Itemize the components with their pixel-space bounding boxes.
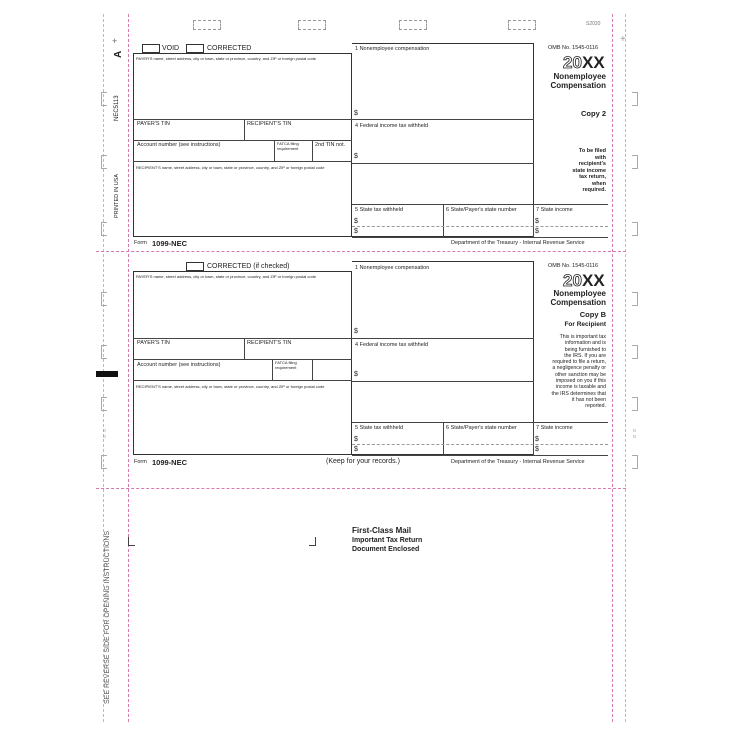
cut-mark <box>193 20 221 30</box>
filing-note: To be filed with recipient's state income tax return, when required. <box>572 148 606 193</box>
recipient-name-field[interactable] <box>134 389 351 453</box>
box1-amount-field[interactable] <box>362 100 532 118</box>
recipient-name-label: RECIPIENT'S name, street address, city or town, state or province, country, and ZIP or foreign postal code <box>136 165 325 170</box>
mail-notice-1: Important Tax Return <box>352 537 423 544</box>
tractor-mark <box>101 345 107 359</box>
printed-in-usa: PRINTED IN USA <box>114 173 120 218</box>
copy-designation: Copy B <box>579 310 606 319</box>
fold-guide-right <box>612 14 613 722</box>
box1-label: 1 Nonemployee compensation <box>355 46 430 52</box>
notice-text: This is important tax information and is being furnished to the IRS. If you are required to file a return, a negligence penalty or other sanction may be imposed on you if this income is taxable and the IRS determines that it has not been reported. <box>551 334 606 410</box>
stock-code: S2020 <box>586 21 601 27</box>
box5-dollar-2: $ <box>354 446 358 453</box>
copy-designation: Copy 2 <box>580 109 606 118</box>
fatca-label: FATCA filing requirement <box>277 141 299 151</box>
opening-instructions: SEE REVERSE SIDE FOR OPENING INSTRUCTIONS <box>104 530 111 704</box>
form-code: NEC5113 <box>114 95 120 121</box>
tractor-mark <box>632 222 638 236</box>
corrected-checkbox[interactable] <box>186 44 204 53</box>
corrected-label: CORRECTED <box>207 45 252 52</box>
payer-name-label: PAYER'S name, street address, city or town, state or province, country, and ZIP or foreign postal code <box>136 274 317 279</box>
title-line-2: Compensation <box>550 81 606 90</box>
omb-number: OMB No. 1545-0116 <box>548 45 599 51</box>
payer-name-field[interactable] <box>134 60 351 118</box>
fatca-label: FATCA filing requirement <box>275 360 297 370</box>
box1-label: 1 Nonemployee compensation <box>355 265 430 271</box>
box6-label: 6 State/Payer's state number <box>446 207 517 213</box>
cut-mark <box>399 20 427 30</box>
mail-class: First-Class Mail <box>352 526 412 535</box>
box5-dollar-2: $ <box>354 228 358 235</box>
tractor-mark <box>101 222 107 236</box>
payer-name-field[interactable] <box>134 278 351 336</box>
title-line-1: Nonemployee <box>553 72 606 81</box>
box5-label: 5 State tax withheld <box>355 207 404 213</box>
year-prefix: 20 <box>563 271 582 290</box>
box7-dollar: $ <box>535 436 539 443</box>
tractor-mark <box>101 397 107 411</box>
account-number-label: Account number (see instructions) <box>137 362 221 368</box>
hole-mark: o o <box>103 428 106 440</box>
tractor-mark <box>632 92 638 106</box>
payer-name-label: PAYER'S name, street address, city or town, state or province, country, and ZIP or foreign postal code <box>136 56 317 61</box>
form-number: 1099-NEC <box>152 458 188 467</box>
copy-letter: A <box>113 50 124 58</box>
keep-records: (Keep for your records.) <box>326 458 400 465</box>
copy-for: For Recipient <box>564 321 606 328</box>
registration-plus-icon: + <box>620 34 626 45</box>
cut-mark <box>508 20 536 30</box>
omb-number: OMB No. 1545-0116 <box>548 263 599 269</box>
box4-amount-field[interactable] <box>362 364 532 380</box>
box1-dollar: $ <box>354 328 358 335</box>
tear-line <box>96 251 626 252</box>
box4-dollar: $ <box>354 153 358 160</box>
recipient-tin-label: RECIPIENT'S TIN <box>247 121 292 127</box>
corrected-label: CORRECTED (if checked) <box>207 263 290 270</box>
box4-dollar: $ <box>354 371 358 378</box>
form-number: 1099-NEC <box>152 239 188 248</box>
payer-tin-label: PAYER'S TIN <box>137 121 170 127</box>
window-corner-mark <box>128 537 135 546</box>
department-label: Department of the Treasury - Internal Revenue Service <box>451 459 585 465</box>
tractor-mark <box>632 397 638 411</box>
tractor-mark <box>632 155 638 169</box>
tractor-mark <box>101 92 107 106</box>
right-perforation <box>625 14 626 722</box>
tractor-mark <box>101 155 107 169</box>
title-line-1: Nonemployee <box>553 289 606 298</box>
mail-notice-2: Document Enclosed <box>352 546 420 553</box>
cut-mark <box>298 20 326 30</box>
tractor-mark <box>632 292 638 306</box>
box7-dollar-2: $ <box>535 228 539 235</box>
year-suffix: XX <box>582 53 605 72</box>
payer-tin-label: PAYER'S TIN <box>137 340 170 346</box>
box7-label: 7 State income <box>536 207 573 213</box>
box5-label: 5 State tax withheld <box>355 425 404 431</box>
year-suffix: XX <box>582 271 605 290</box>
recipient-name-field[interactable] <box>134 170 351 236</box>
form-word: Form <box>134 459 147 465</box>
recipient-name-label: RECIPIENT'S name, street address, city or town, state or province, country, and ZIP or foreign postal code <box>136 384 325 389</box>
year-prefix: 20 <box>563 53 582 72</box>
box1-dollar: $ <box>354 110 358 117</box>
window-corner-mark <box>309 537 316 546</box>
department-label: Department of the Treasury - Internal Revenue Service <box>451 240 585 246</box>
account-number-label: Account number (see instructions) <box>137 142 221 148</box>
corrected-checkbox[interactable] <box>186 262 204 271</box>
title-line-2: Compensation <box>550 298 606 307</box>
tear-line <box>96 488 626 489</box>
box5-dollar: $ <box>354 436 358 443</box>
recipient-tin-label: RECIPIENT'S TIN <box>247 340 292 346</box>
second-tin-label: 2nd TIN not. <box>315 142 346 148</box>
box6-label: 6 State/Payer's state number <box>446 425 517 431</box>
box7-dollar: $ <box>535 218 539 225</box>
box7-label: 7 State income <box>536 425 573 431</box>
tractor-mark <box>632 455 638 469</box>
registration-plus-icon: + <box>112 36 118 46</box>
box4-amount-field[interactable] <box>362 146 532 162</box>
hole-mark: o o <box>633 428 636 440</box>
box1-amount-field[interactable] <box>362 318 532 336</box>
sensor-bar <box>96 371 118 377</box>
tractor-mark <box>632 345 638 359</box>
fold-guide-left <box>128 14 129 722</box>
box4-label: 4 Federal income tax withheld <box>355 123 429 129</box>
void-label: VOID <box>162 45 180 52</box>
tractor-mark <box>101 292 107 306</box>
tractor-mark <box>101 455 107 469</box>
box7-dollar-2: $ <box>535 446 539 453</box>
void-checkbox[interactable] <box>142 44 160 53</box>
form-word: Form <box>134 240 147 246</box>
box4-label: 4 Federal income tax withheld <box>355 342 429 348</box>
box5-dollar: $ <box>354 218 358 225</box>
